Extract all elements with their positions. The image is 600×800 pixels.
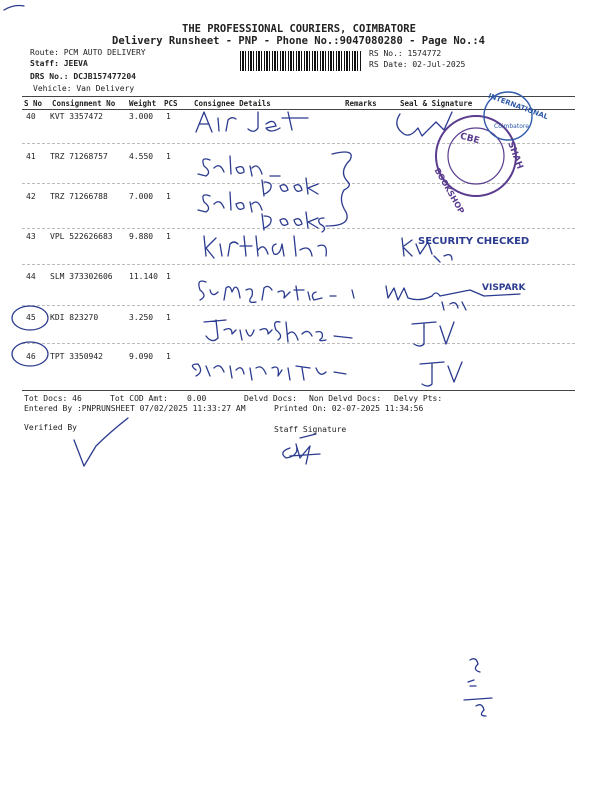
- row-consignment: TRZ 71266788: [50, 192, 108, 201]
- col-consignment: Consignment No: [52, 99, 116, 108]
- col-weight: Weight: [129, 99, 157, 108]
- row-pcs: 1: [166, 352, 171, 361]
- vispark-stamp: VISPARK: [482, 283, 526, 293]
- company-title: THE PROFESSIONAL COURIERS, COIMBATORE: [182, 23, 416, 35]
- delivery-points: Delvy Pts:: [394, 394, 443, 403]
- handwriting-salon-books: [198, 192, 325, 232]
- total-cod-label: Tot COD Amt:: [110, 394, 168, 403]
- row-sno: 45: [26, 313, 36, 322]
- staff-signature-mark: [283, 434, 320, 464]
- row-sno: 46: [26, 352, 36, 361]
- row-consignment: TPT 3350942: [50, 352, 103, 361]
- brace-mark: [326, 152, 351, 226]
- entered-by: Entered By :PNPRUNSHEET 07/02/2025 11:33:27 AM: [24, 404, 246, 413]
- stamp-international: INTERNATIONAL: [487, 91, 550, 122]
- circle-mark-45: [12, 306, 48, 330]
- vehicle: Vehicle: Van Delivery: [33, 84, 135, 93]
- row-weight: 9.090: [129, 352, 154, 361]
- col-consignee: Consignee Details: [194, 99, 271, 108]
- row-weight: 3.000: [129, 112, 154, 121]
- row-consignment: KDI 823270: [50, 313, 99, 322]
- top-left-mark: [4, 6, 24, 11]
- row-pcs: 1: [166, 313, 171, 322]
- row-pcs: 1: [166, 192, 171, 201]
- stamp-cbe: CBE: [458, 131, 481, 147]
- row-sno: 41: [26, 152, 36, 161]
- row-sno: 40: [26, 112, 36, 121]
- col-pcs: PCS: [164, 99, 178, 108]
- verified-signature: [74, 418, 128, 466]
- handwriting-saraswathi: [192, 364, 346, 380]
- stamp-coimbatore: Coimbatore: [494, 123, 529, 130]
- non-delivered-docs: Non Delvd Docs:: [309, 394, 382, 403]
- col-seal: Seal & Signature: [400, 99, 473, 108]
- rs-number: RS No.: 1574772: [369, 49, 442, 58]
- handwriting-air-jet: [196, 112, 308, 132]
- row-weight: 3.250: [129, 313, 154, 322]
- international-stamp: [484, 92, 550, 140]
- row-sno: 42: [26, 192, 36, 201]
- row-pcs: 1: [166, 232, 171, 241]
- note-mark-bottom: [464, 659, 492, 716]
- bookshop-stamp: [433, 116, 525, 215]
- staff: Staff: JEEVA: [30, 59, 88, 68]
- row-weight: 9.880: [129, 232, 154, 241]
- row-sno: 43: [26, 232, 36, 241]
- row-weight: 4.550: [129, 152, 154, 161]
- col-sno: S No: [24, 99, 43, 108]
- verified-by: Verified By: [24, 423, 77, 432]
- signature-row45-tv: [412, 322, 454, 346]
- row-consignment: KVT 3357472: [50, 112, 103, 121]
- col-remarks: Remarks: [345, 99, 377, 108]
- total-docs: Tot Docs: 46: [24, 394, 82, 403]
- row-sno: 44: [26, 272, 36, 281]
- handwriting-kirthika: [204, 236, 326, 258]
- drs-number: DRS No.: DCJB157477204: [30, 72, 136, 81]
- handwriting-salon-book: [198, 156, 318, 196]
- delivered-docs: Delvd Docs:: [244, 394, 297, 403]
- handwriting-sumgrafics: [199, 281, 354, 302]
- signature-row46-tv: [420, 362, 462, 386]
- row-consignment: SLM 373302606: [50, 272, 113, 281]
- row-pcs: 1: [166, 112, 171, 121]
- runsheet-title: Delivery Runsheet - PNP - Phone No.:9047080280 - Page No.:4: [112, 35, 485, 47]
- row-pcs: 1: [166, 272, 171, 281]
- row-consignment: VPL 522626683: [50, 232, 113, 241]
- printed-on: Printed On: 02-07-2025 11:34:56: [274, 404, 424, 413]
- staff-signature: Staff Signature: [274, 425, 347, 434]
- circle-mark-46: [12, 342, 48, 366]
- row-pcs: 1: [166, 152, 171, 161]
- stamp-bookshop: BOOKSHOP: [432, 166, 466, 216]
- row-weight: 7.000: [129, 192, 154, 201]
- row-consignment: TRZ 71268757: [50, 152, 108, 161]
- row-weight: 11.140: [129, 272, 158, 281]
- stamp-shah: SHAH: [505, 140, 525, 171]
- rs-date: RS Date: 02-Jul-2025: [369, 60, 466, 69]
- total-cod-amount: 0.00: [187, 394, 207, 403]
- security-checked-stamp: SECURITY CHECKED: [418, 236, 530, 247]
- handwriting-jayashree: [204, 320, 352, 342]
- route: Route: PCM AUTO DELIVERY: [30, 48, 146, 57]
